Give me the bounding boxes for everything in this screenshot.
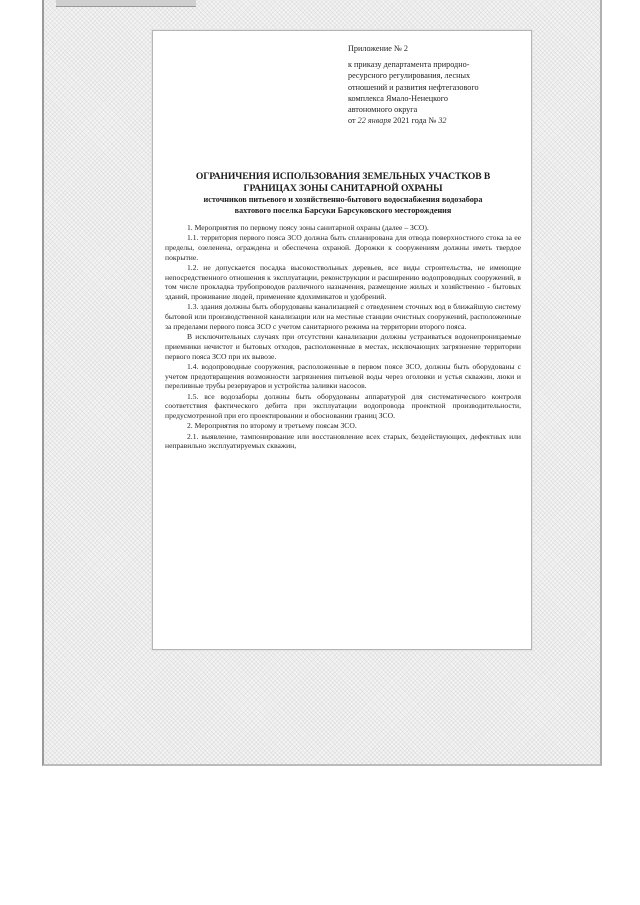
appendix-block: [348, 43, 523, 126]
document-subtitle: [165, 195, 521, 216]
paragraph: 1. Мероприятия по первому поясу зоны санитарной охраны (далее – ЗСО).: [187, 223, 429, 232]
handwritten-date: 22 января: [357, 116, 392, 126]
appendix-line: комплекса Ямало-Ненецкого: [348, 93, 449, 103]
paragraph: 2. Мероприятия по второму и третьему поясам ЗСО.: [187, 421, 357, 431]
paragraph: 1.5. все водозаборы должны быть оборудованы аппаратурой для систематического контроля соответствия фактического дебита при эксплуатации водопровода проектной производительности, предусмотренной при его проектировании и обосновании границ ЗСО.: [165, 391, 521, 420]
document-page: [152, 30, 532, 650]
paragraph: 2.1. выявление, тампонирование или восстановление всех старых, бездействующих, дефектных или неправильно эксплуатируемых скважин,: [165, 431, 521, 451]
appendix-line: ресурсного регулирования, лесных: [348, 71, 471, 81]
appendix-title: Приложение № 2: [348, 44, 408, 53]
appendix-line: отношений и развития нефтегазового: [348, 82, 479, 92]
appendix-line: к приказу департамента природно-: [348, 60, 470, 70]
title-line: ГРАНИЦАХ ЗОНЫ САНИТАРНОЙ ОХРАНЫ: [243, 182, 443, 194]
date-prefix: от: [348, 116, 356, 126]
appendix-date-line: [348, 115, 523, 126]
subtitle-line: источников питьевого и хозяйственно-бытового водоснабжения водозабора: [203, 195, 483, 204]
paragraph: В исключительных случаях при отсутствии канализации должны устраиваться водонепроницаемые приемники нечистот и бытовых отходов, расположенные в местах, исключающих загрязнение территории первого пояса ЗСО при их вывозе.: [165, 332, 521, 361]
appendix-line: автономного округа: [348, 105, 418, 115]
date-suffix: 2021 года №: [393, 116, 437, 126]
paragraph: 1.4. водопроводные сооружения, расположенные в первом поясе ЗСО, должны быть оборудованы с учетом предотвращения возможности загрязнения питьевой воды через оголовки и устья скважин, люки и переливные трубы резервуаров и устройства заливки насосов.: [165, 361, 521, 391]
scan-top-strip: [56, 0, 196, 7]
document-body: [165, 223, 521, 452]
paragraph: 1.3. здания должны быть оборудованы канализацией с отведением сточных вод в ближайшую систему бытовой или производственной канализации или на местные станции очистных сооружений, расположенные за пределами первого пояса ЗСО с учетом санитарного режима на территории второго пояса.: [165, 302, 521, 331]
document-title: [165, 171, 521, 194]
paragraph: 1.2. не допускается посадка высокоствольных деревьев, все виды строительства, не имеющие непосредственного отношения к эксплуатации, реконструкции и расширению водопроводных сооружений, в том числе прокладка трубопроводов различного назначения, размещение жилых и хозяйственно - бытовых зданий, проживание людей, применение ядохимикатов и удобрений.: [165, 263, 521, 302]
paragraph: 1.1. территория первого пояса ЗСО должна быть спланирована для отвода поверхностного стока за ее пределы, озеленена, ограждена и обеспечена охраной. Дорожки к сооружениям должны иметь твердое покрытие.: [165, 233, 521, 262]
title-line: ОГРАНИЧЕНИЯ ИСПОЛЬЗОВАНИЯ ЗЕМЕЛЬНЫХ УЧАСТКОВ В: [195, 171, 491, 182]
subtitle-line: вахтового поселка Барсуки Барсуковского месторождения: [234, 205, 452, 215]
handwritten-number: 32: [438, 116, 447, 126]
